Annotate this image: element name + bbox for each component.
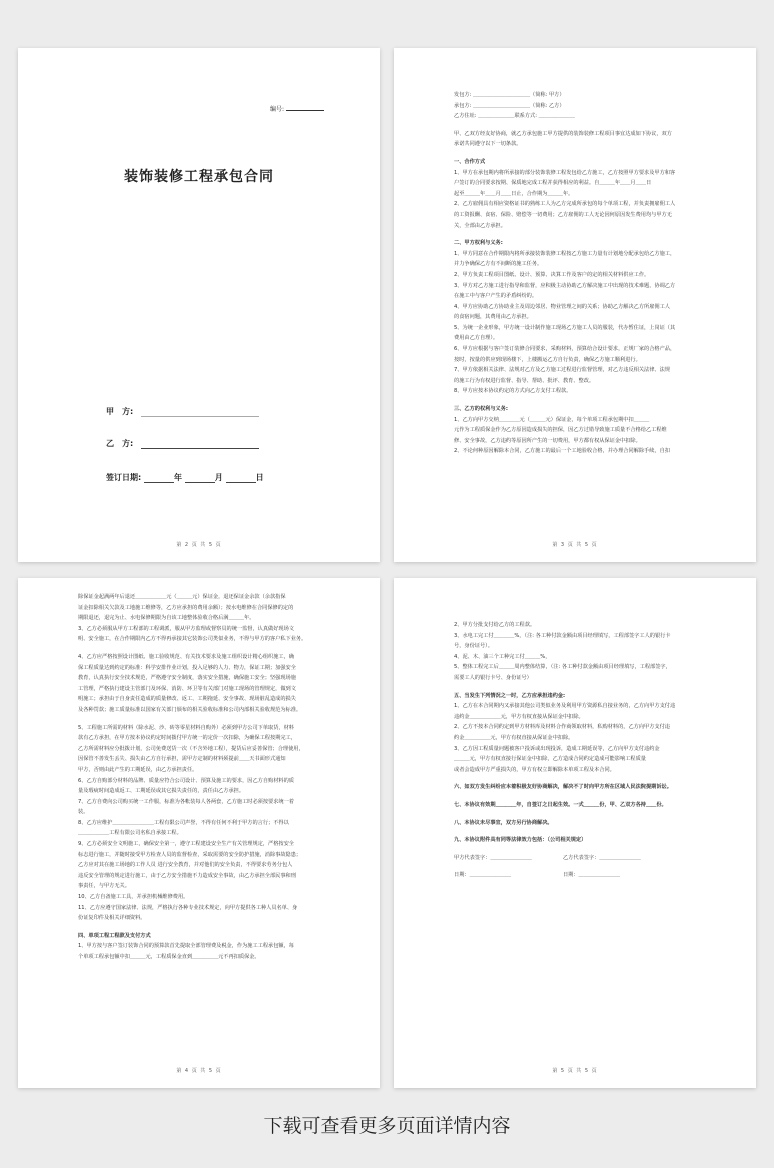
body-line: 证金扣除相关欠款及工地施工维修等，乙方应承担的费用余额）；按水电维修在合同保修的定的: [78, 604, 294, 611]
body-line: 违反安全管理的规定进行施工，由于乙方安全措施不力造成安全事故，由乙方承担全部民事和刑: [78, 872, 296, 879]
party-b-row: 乙 方:: [106, 438, 259, 449]
body-line: 并力争确保乙方有不间断的施工任务。: [454, 261, 543, 268]
body-line: 个单项工程承包额中扣＿＿＿元，工程质保金直到＿＿＿＿＿元不再扣质保金。: [78, 954, 260, 960]
paragraph-gap: [78, 924, 336, 931]
body-line: 起至＿＿＿年＿＿月＿＿日止，合作期为＿＿＿年。: [454, 190, 574, 197]
body-line: 5、工程施工所需的材料（除水泥、沙、砖等零星材料自购外）必须到甲方公司下单取货，材料: [78, 724, 294, 731]
paragraph-gap: [454, 793, 712, 800]
body-line: 一、合作方式: [454, 158, 486, 165]
body-line: 修、安全事故，乙方违约等原因所产生的一切费用，甲方都有权从保证金中扣除。: [454, 437, 641, 444]
body-line: 明施工；承担由于自身责任造成的质量修改、返工、工期拖延、安全事故、现场脏乱造成的损失: [78, 696, 296, 703]
body-line: 2、乙方雇佣具有相应资格证书的熟练工人为乙方完成所承包的每个单项工程，并负责拥雇佣工人: [454, 201, 676, 208]
body-line: 违约金＿＿＿＿＿＿元，甲方有权直接从保证金中扣除。: [454, 713, 584, 720]
page-number: 第 4 页 共 5 页: [176, 1068, 222, 1074]
page-2: [394, 48, 756, 562]
body-line: 甲方，否则由此产生的工期延误，由乙方承担责任。: [78, 766, 198, 773]
body-line: 承诺共同遵守以下一切条款。: [454, 141, 522, 148]
contract-title: 装饰装修工程承包合同: [124, 169, 274, 185]
paragraph-gap: [454, 811, 712, 818]
body-line: 五、当发生下列情况之一时，乙方应承担违约金:: [454, 692, 566, 699]
body-line: 量及瑕疵时间造成返工、工期延误或其它损失责任的，责任由乙方承担。: [78, 788, 245, 795]
body-line: 1、乙方在本合同期内又承接其他公司类似业务及利用甲方资源私自接业务的，乙方向甲方支付违: [454, 703, 676, 710]
page-4: [394, 578, 756, 1088]
paragraph-gap: [454, 828, 712, 835]
body-line: 明、安全施工，在合作期限内乙方不得再承接其它装饰公司类似业务，不得与甲方的客户私下业务。: [78, 636, 307, 643]
page-number: 第 5 页 共 5 页: [552, 1068, 598, 1074]
contract-number: 编号:: [270, 104, 324, 113]
body-line: 8、甲方应按本协议约定的方式向乙方支付工程款。: [454, 388, 572, 395]
paragraph-gap: [454, 397, 712, 404]
body-line: 费用由乙方自理）。: [454, 335, 499, 342]
body-line: ＿＿＿元，甲方有权直接行保证金中扣除，乙方造成合同约定造成可能影响工程质量: [454, 756, 646, 763]
party-a-row: 甲 方:: [106, 406, 259, 417]
body-line: 按时，按量的供应到现场楼下，上楼搬运乙方自行负责，确保乙方施工顺利进行。: [454, 356, 641, 363]
body-line: 5、整体工程完工后＿＿＿周内整体结算，（注: 各工种付款金额由项目经理填写，工程部签字，: [454, 664, 671, 671]
page-3: [18, 578, 380, 1088]
paragraph-gap: [454, 775, 712, 782]
body-line: 的工资报酬、食宿、保险、赔偿等一切费用；乙方雇佣的工人无论因何原因发生费用均与甲方无: [454, 211, 672, 218]
page-cover: [18, 48, 380, 562]
body-line: 约金＿＿＿＿＿元，甲方有权直接从保证金中扣除。: [454, 734, 574, 741]
body-line: 1、甲方在承包期内将所承接的部分装饰装修工程发包给乙方施工，乙方按照甲方要求及甲方和客: [454, 169, 676, 176]
paragraph-gap: [454, 150, 712, 157]
body-line: 标志进行施工，并随时接受甲方检查人员的监督检查，采取需要的安全防护措施，消除事故隐患；: [78, 851, 302, 858]
body-line: 八、本协议未尽事宜，双方另行协商解决。: [454, 819, 553, 826]
body-line: 期限退还，退完为止、水电保修期限为自该工地整体验收合格后满＿＿＿年。: [78, 615, 255, 622]
body-line: 1、乙方向甲方交纳＿＿＿＿元（＿＿＿元）保证金，每个单项工程承包期中扣＿＿＿: [454, 416, 650, 423]
paragraph-gap: [78, 716, 336, 723]
body-line: 的施工行为有权进行监督、指导、帮助、批评、教育、整改。: [454, 377, 595, 384]
body-line: 甲、乙双方经友好协商，就乙方承包施工甲方提供的装饰装修工程项目事宜达成如下协议，双方: [454, 130, 672, 137]
body-line: 承包方: ＿＿＿＿＿＿＿＿＿＿＿（简称: 乙方）: [454, 102, 565, 109]
body-line: 发包方: ＿＿＿＿＿＿＿＿＿＿＿（简称: 甲方）: [454, 92, 565, 98]
body-line: 7、甲方依据相关法律、法规对乙方及乙方施工过程进行监督管理，对乙方违反相关法律、法规: [454, 367, 670, 374]
body-line: 1、甲方按与客户签订装饰合同的预算款首先提取全部管理费及税金，作为施工工程承包额，每: [78, 943, 294, 950]
body-line: 7、乙方自费向公司购买统一工作服，标准为各帐装每人各两套，乙方施工时必须按要求统一着: [78, 798, 294, 805]
body-line: 元作为工程质保金作为乙方原因造成损失的担保，因乙方过错导致施工质量不合格给乙工程维: [454, 427, 667, 434]
body-line: 3、乙方必须服从甲方工程部的工程调派，服从甲方监理或督察员的统一监督，认真做好现场文: [78, 625, 294, 632]
body-line: 3、水电工完工付＿＿＿＿%，（注: 各工种付款金额由项目经理填写，工程部签字工人的银行卡: [454, 632, 671, 639]
body-line: 6、甲方应根据与客户签订装修合同要求，采购材料，预算给合设计要求，正规厂家的合格产品，: [454, 346, 676, 353]
body-line: 2、甲方分批支付给乙方的工程款。: [454, 622, 536, 628]
body-line: 六、如双方发生纠纷应本着积极友好协商解决，解决不了时向甲方所在区域人民法院提期诉讼。: [454, 784, 672, 791]
body-line: 11、乙方应遵守国家法律、法规，严格执行各种专业技术规定，向甲方提供各工种人员名单、身: [78, 904, 298, 911]
paragraph-gap: [454, 863, 712, 870]
party-b-blank: [141, 440, 259, 449]
body-line: 4、乙方应严格按照设计图纸、施工验收规范、有关技术要求及施工组织设计精心组织施工，确: [78, 653, 294, 660]
body-line: 需要工人的银行卡号、身份证号）: [454, 674, 532, 681]
body-line: 二、甲方权利与义务:: [454, 240, 503, 247]
page-number: 第 3 页 共 5 页: [552, 542, 598, 548]
page-4-body: [454, 620, 712, 881]
body-line: 份证复印件及相关详细资料。: [78, 915, 146, 922]
body-line: 甲方代表签字：＿＿＿＿＿＿＿＿ 乙方代表签字：＿＿＿＿＿＿＿＿: [454, 854, 641, 861]
body-line: 四、单项工程工程款及支付方式: [78, 932, 151, 939]
page-number: 第 2 页 共 5 页: [176, 542, 222, 548]
body-line: 8、乙方应维护＿＿＿＿＿＿＿＿工程有限公司声誉，不得有任何不利于甲方的言行；不得以: [78, 819, 289, 826]
body-line: 工管理，严格执行建设主管部门及环保、消防、环卫等有关部门对施工现场的管理规定，做到文: [78, 685, 296, 692]
body-line: 户签订的合同要求按期、保质地完成工程并获得相应的利益。自＿＿＿年＿＿月＿＿日: [454, 180, 652, 187]
body-line: 日期：＿＿＿＿＿＿＿＿ 日期：＿＿＿＿＿＿＿＿: [454, 872, 621, 879]
body-line: 乙方所需材料应分批拨计划，公司免费送货一次（不含外地工程），提货后应妥善保管；合理使用，: [78, 745, 304, 752]
body-line: 或者会造成甲方严重损失的，甲方有权立即解除本单项工程及本合同。: [454, 766, 615, 773]
body-line: 保工程质量达到约定的标准：科学安排作业计划，投入足够的人力、物力，保证工期；加强安全: [78, 664, 296, 671]
body-line: ＿＿＿＿＿＿工程有限公司名私自承接工程。: [78, 830, 182, 837]
body-line: 号，身份证号）。: [454, 643, 493, 650]
sign-date-row: 签订日期: 年 月 日: [106, 473, 264, 482]
body-line: 三、乙方的权利与义务:: [454, 406, 508, 413]
body-line: 2、乙方不按本合同约定到甲方材料库及材料合作商领取材料，私购材料的，乙方向甲方支付违: [454, 724, 670, 731]
body-line: 款有乙方承担，在甲方按本协议约定时间拨付甲方统一的定价一次扣除，为确保工程按期完工，: [78, 735, 296, 742]
paragraph-gap: [454, 122, 712, 129]
body-line: 乙方应对其在施工场地的工作人员 进行安全教育，并对他们的安全负责，不得要求劳务分包人: [78, 862, 293, 869]
paragraph-gap: [78, 645, 336, 652]
body-line: 在施工中与客户产生的矛盾纠纷的。: [454, 293, 538, 300]
body-line: 5、为统一企业形象，甲方统一设计制作施工现场乙方施工人员的服装，代办暂住证，上岗证（其: [454, 324, 676, 331]
body-line: 4、甲方应协助乙方协助业主及周边邻居、物业管理之间的关系；协助乙方解决乙方所雇佣工人: [454, 303, 670, 310]
download-more-footer[interactable]: 下载可查看更多页面详情内容: [263, 1115, 511, 1137]
body-line: 3、甲方对乙方施工进行指导和监督，应积极主动协助乙方解决施工中出现的技术难题，协调乙方: [454, 282, 676, 289]
body-line: 及各种罚款；施工质量标准以国家有关部门颁布的相关验收标准和公司内部相关验收规范为标准。: [78, 706, 302, 713]
page-3-body: [78, 592, 336, 963]
paragraph-gap: [454, 231, 712, 238]
body-line: 因保管不善发生丢失、损失由乙方自行承担，需甲方定制的材料须提前＿＿天书面形式通知: [78, 756, 286, 763]
body-line: 10、乙方自备施工工具，并承担机械维修费用。: [78, 894, 189, 901]
body-line: 乙方住址: ＿＿＿＿＿＿＿联系方式: ＿＿＿＿＿＿＿: [454, 113, 575, 120]
body-line: 9、乙方必须安全文明施工，确保安全第一，遵守工程建设安全生产有关管理规定，严格按安全: [78, 841, 294, 848]
body-line: 2、甲方负责工程项目图纸、设计、预算、决算工作及客户的定的相关材料供应工作。: [454, 271, 650, 278]
paragraph-gap: [454, 846, 712, 853]
body-line: 3、乙方因工程质量问题被客户投诉或出现投诉，造成工期延误等，乙方向甲方支付违约金: [454, 745, 660, 752]
paragraph-gap: [454, 684, 712, 691]
body-line: 关，全部由乙方承担。: [454, 222, 506, 229]
body-line: 4、泥、木、油三个工种完工付＿＿＿%，: [454, 653, 551, 660]
body-line: 七、本协议有效期＿＿＿＿年，自签订之日起生效。一式＿＿＿份，甲、乙双方各持＿＿份。: [454, 801, 667, 808]
body-line: 九、本协议附件具有同等法律效力包括：（公司相关规定）: [454, 837, 587, 844]
body-line: 的食宿问题，其费用由乙方承担。: [454, 314, 532, 321]
body-line: 事责任，与甲方无关。: [78, 883, 130, 890]
body-line: 2、不论何种原因解除本合同，乙方施工的最后一个工地验收合格，并办理合同解除手续，自扣: [454, 448, 670, 455]
body-line: 除保证金起满两年后退还＿＿＿＿＿＿元（＿＿＿元）保证金，退还保证金余款（余款指保: [78, 594, 286, 600]
body-line: 教育，认真执行安全技术规范，严格遵守安全制度，落实安全措施，确保施工安全；坚强现场施: [78, 675, 296, 682]
body-line: 1、甲方同意在合作期限内将所承接装饰装修工程按乙方施工力量有计划地分配承包给乙方施工，: [454, 250, 676, 257]
contract-number-blank: [286, 104, 324, 111]
body-line: 装。: [78, 809, 89, 816]
page-2-body: [454, 90, 712, 457]
party-a-blank: [141, 408, 259, 417]
body-line: 6、乙方自购部分材料的品牌、质量应符合公司设计、预算及施工的要求，因乙方自购材料的质: [78, 777, 294, 784]
